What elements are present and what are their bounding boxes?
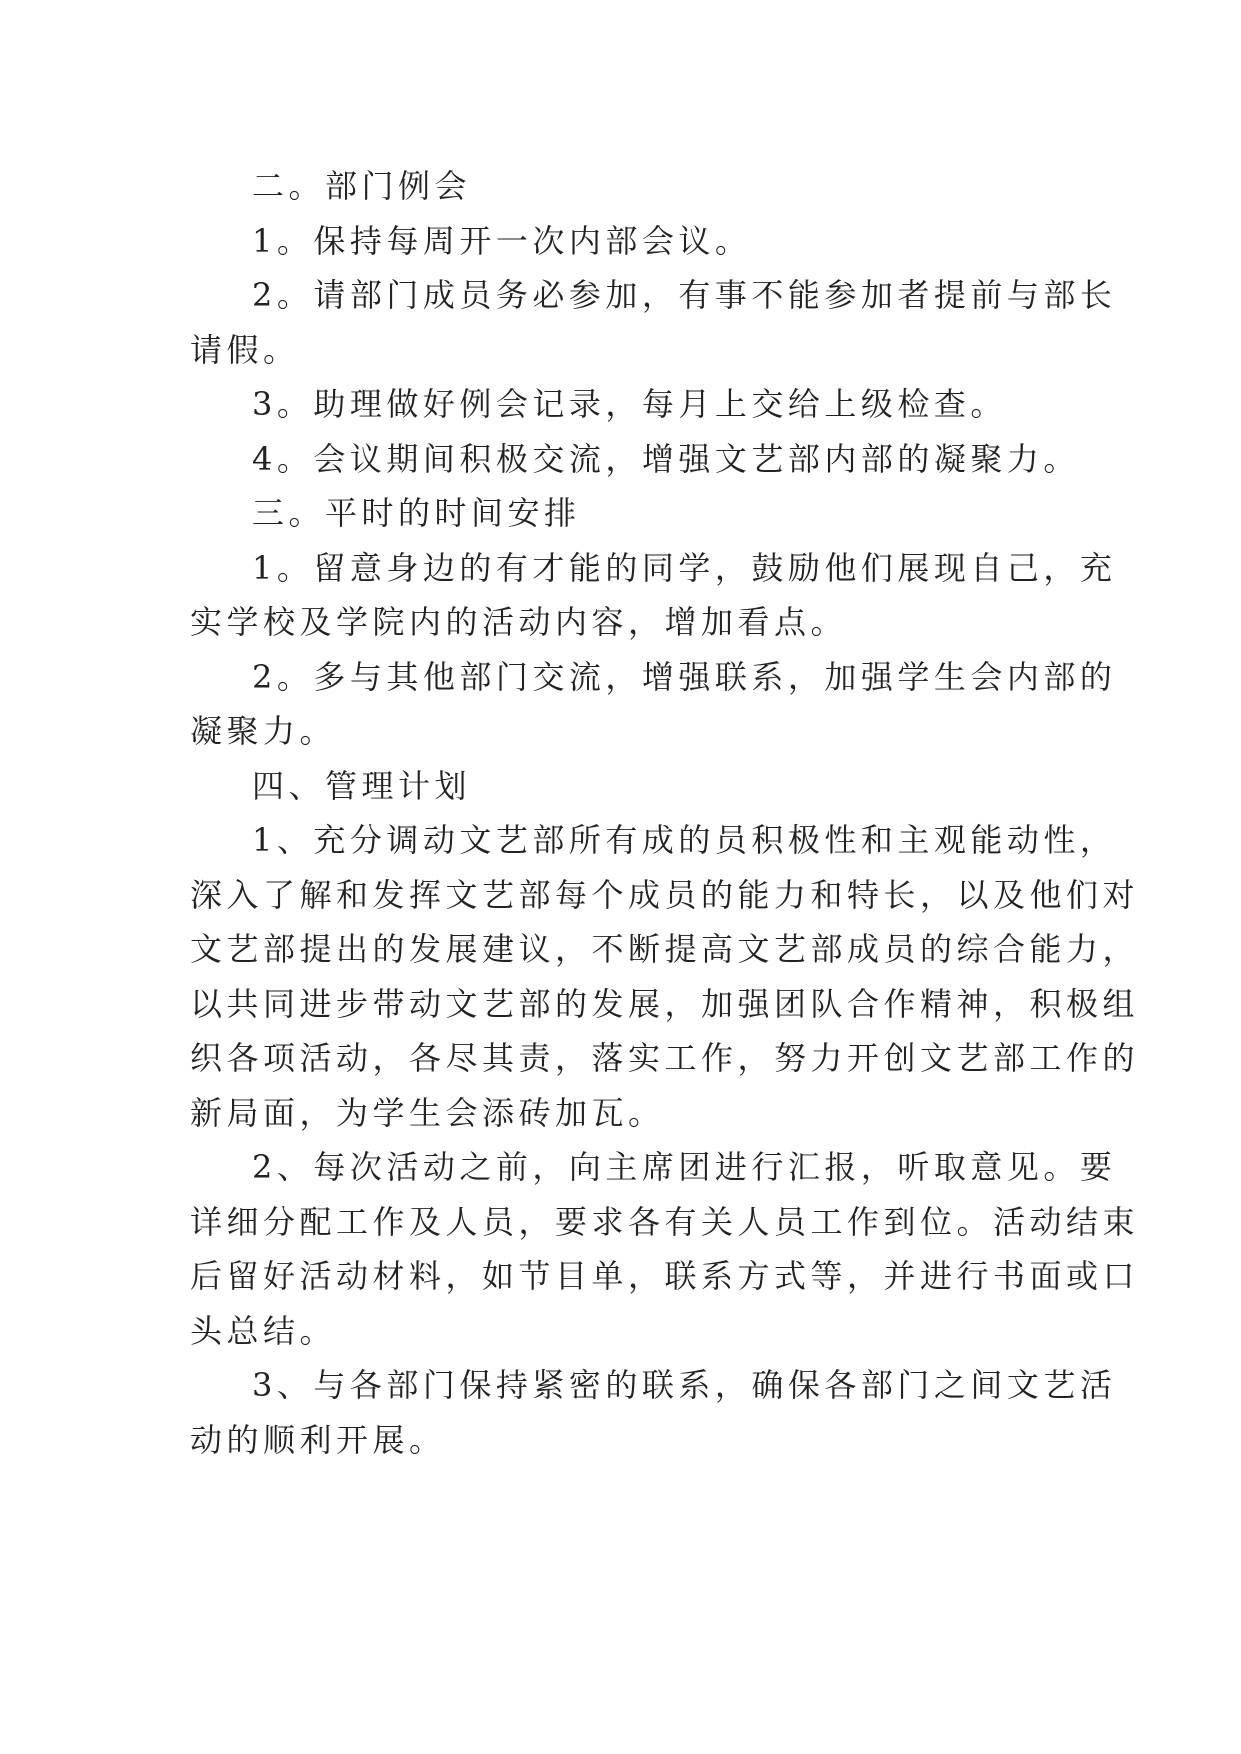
paragraph-line: 详细分配工作及人员，要求各有关人员工作到位。活动结束 <box>190 1203 1140 1241</box>
paragraph-line: 1。保持每周开一次内部会议。 <box>252 222 752 260</box>
paragraph-line: 后留好活动材料，如节目单，联系方式等，并进行书面或口 <box>190 1257 1140 1295</box>
paragraph-line: 织各项活动，各尽其责，落实工作，努力开创文艺部工作的 <box>190 1039 1140 1077</box>
paragraph-line: 凝聚力。 <box>190 712 337 750</box>
section-heading-management: 四、管理计划 <box>252 767 472 805</box>
paragraph-line: 3。助理做好例会记录，每月上交给上级检查。 <box>252 385 1007 423</box>
paragraph-line: 2。多与其他部门交流，增强联系，加强学生会内部的 <box>252 658 1117 696</box>
paragraph-line: 1。留意身边的有才能的同学，鼓励他们展现自己，充 <box>252 549 1117 587</box>
paragraph-line: 1、充分调动文艺部所有成的员积极性和主观能动性， <box>252 821 1117 859</box>
paragraph-line: 2。请部门成员务必参加，有事不能参加者提前与部长 <box>252 276 1117 314</box>
paragraph-line: 文艺部提出的发展建议，不断提高文艺部成员的综合能力， <box>190 930 1140 968</box>
paragraph-line: 2、每次活动之前，向主席团进行汇报，听取意见。要 <box>252 1148 1117 1186</box>
paragraph-line: 3、与各部门保持紧密的联系，确保各部门之间文艺活 <box>252 1366 1117 1404</box>
section-heading-meeting: 二。部门例会 <box>252 167 472 205</box>
section-heading-schedule: 三。平时的时间安排 <box>252 494 581 532</box>
paragraph-line: 以共同进步带动文艺部的发展，加强团队合作精神，积极组 <box>190 985 1140 1023</box>
paragraph-line: 新局面，为学生会添砖加瓦。 <box>190 1094 665 1132</box>
paragraph-line: 4。会议期间积极交流，增强文艺部内部的凝聚力。 <box>252 440 1080 478</box>
paragraph-line: 请假。 <box>190 331 300 369</box>
paragraph-line: 头总结。 <box>190 1312 337 1350</box>
paragraph-line: 实学校及学院内的活动内容，增加看点。 <box>190 603 848 641</box>
paragraph-line: 动的顺利开展。 <box>190 1421 446 1459</box>
paragraph-line: 深入了解和发挥文艺部每个成员的能力和特长，以及他们对 <box>190 876 1140 914</box>
